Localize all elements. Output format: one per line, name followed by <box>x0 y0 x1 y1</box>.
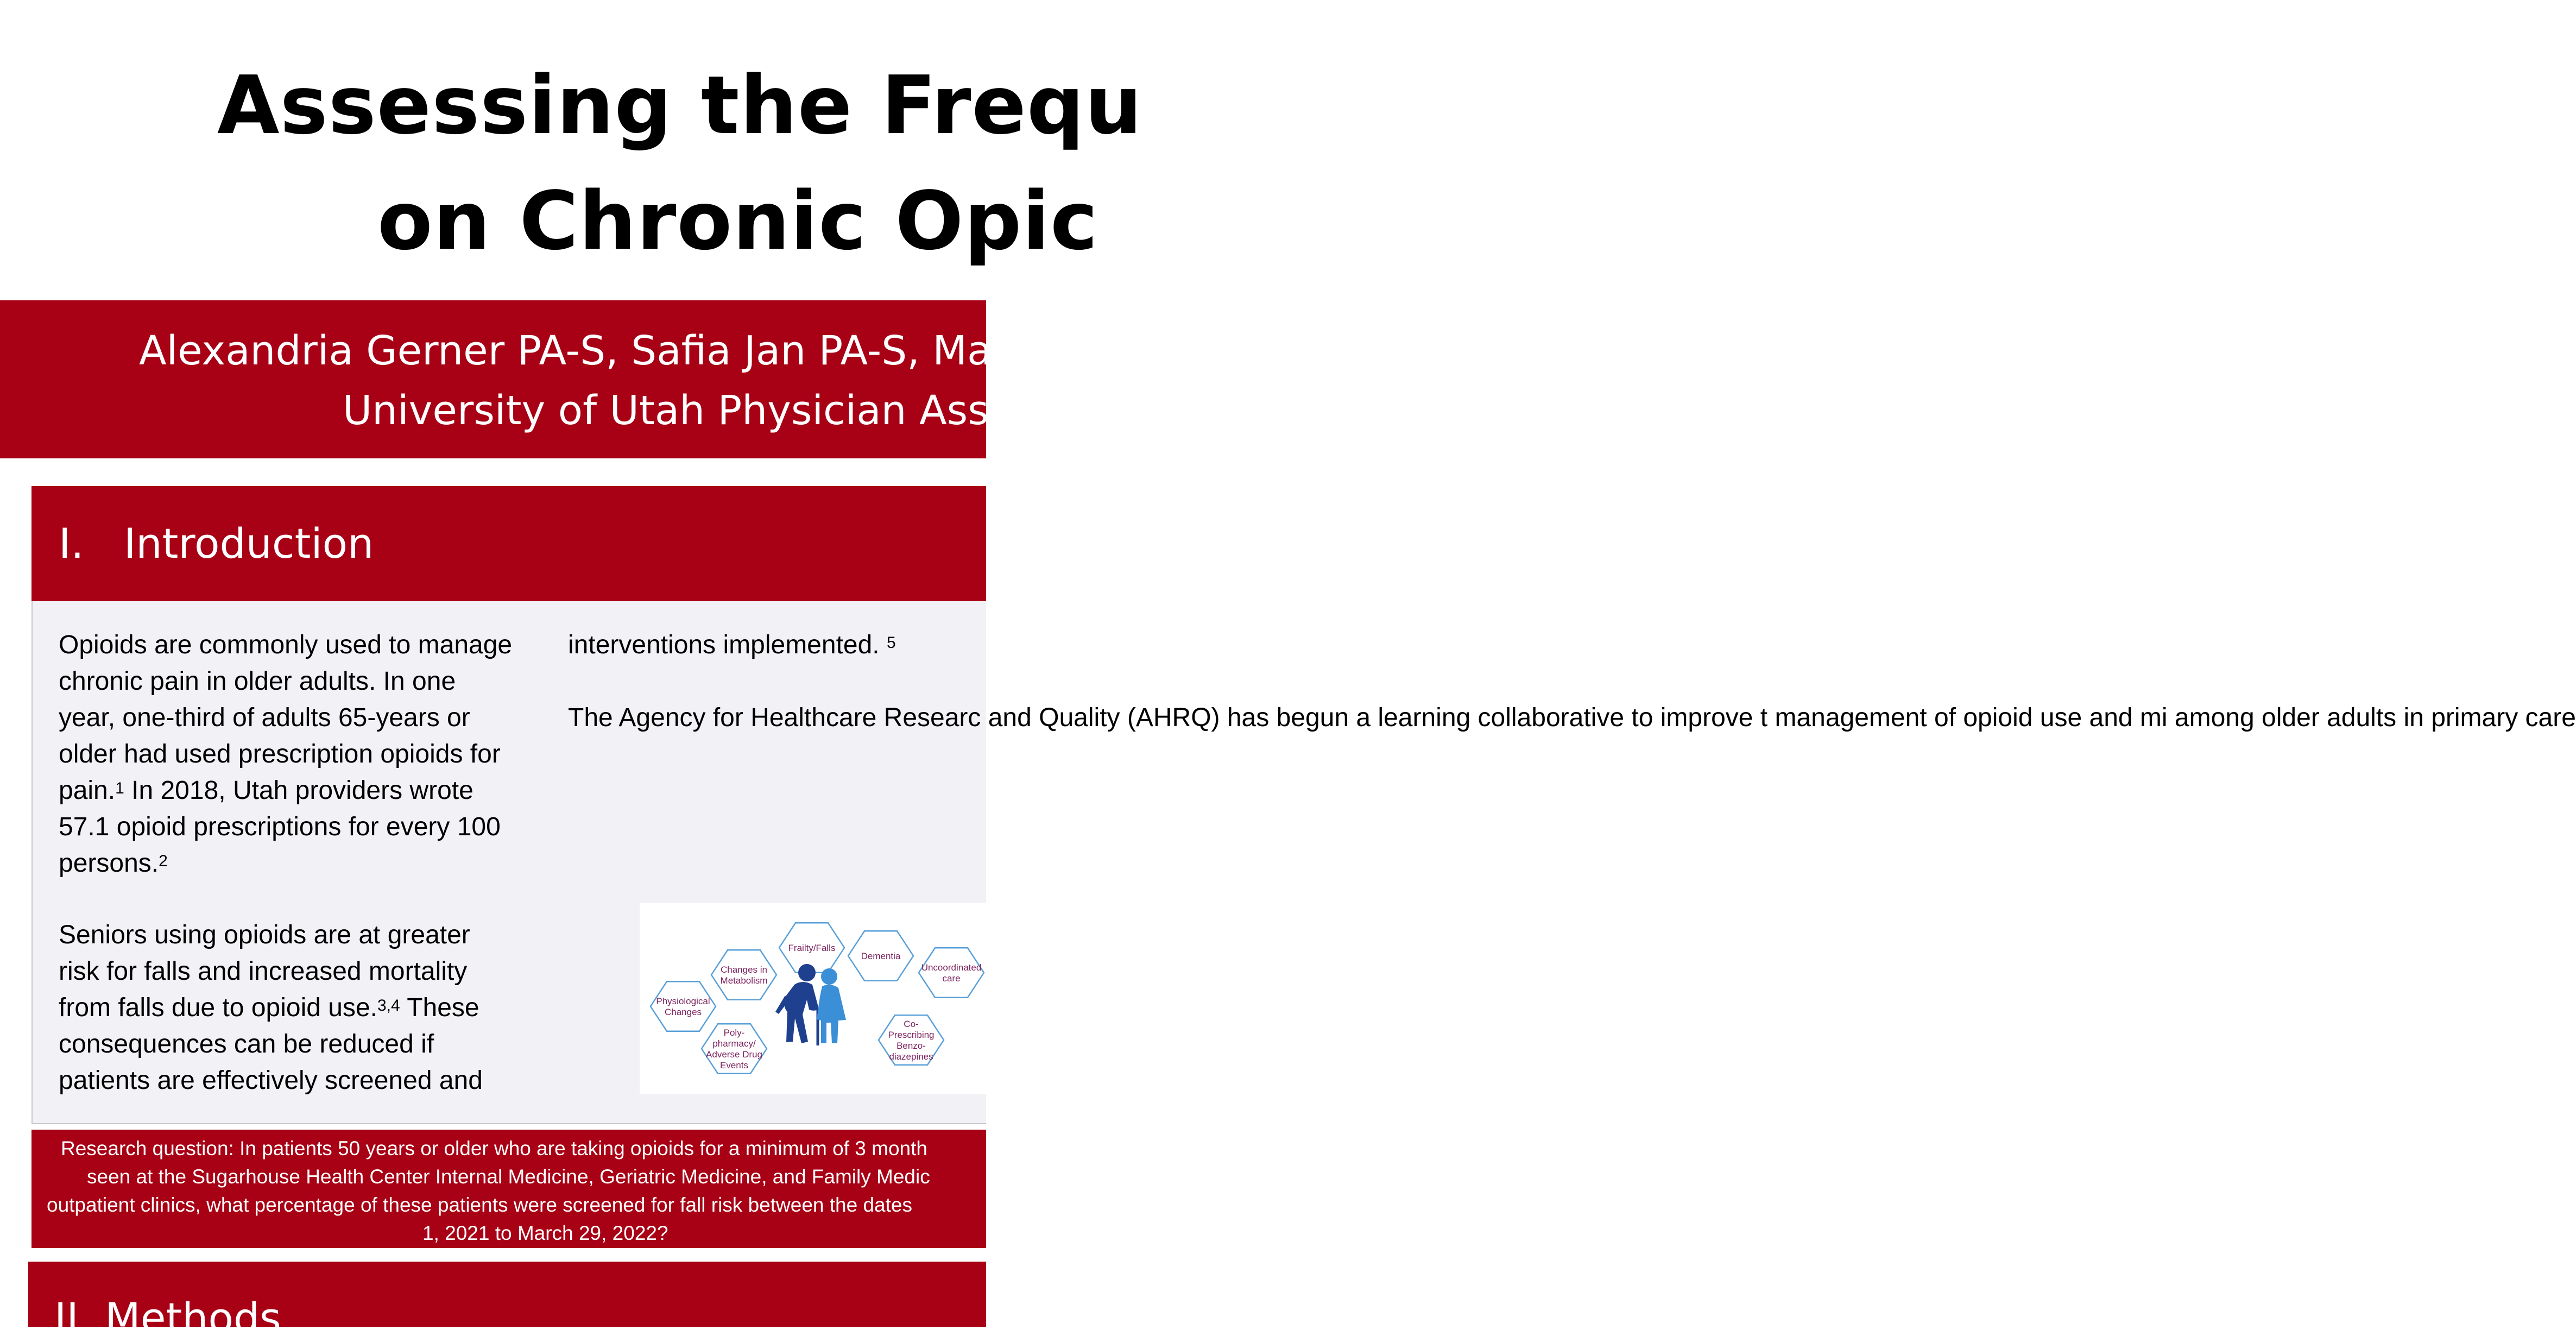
hexagon-label-uncoordinated: Uncoordinated care <box>921 962 982 984</box>
poster-title-line-2: on Chronic Opic <box>377 174 1098 268</box>
hexagon-label-frailty: Frailty/Falls <box>788 943 836 953</box>
intro-paragraph-4: The Agency for Healthcare Researc and Quality (AHRQ) has begun a learning collaborative to improve t management of opioid use and mi among older adults in primary care <box>568 703 2576 732</box>
hexagon-label-benzo: Co-Prescribing Benzo-diazepines <box>888 1019 935 1062</box>
intro-p1-text-cont: In 2018, Utah providers wrote 57.1 opioid prescriptions for every 100 persons. <box>59 776 501 878</box>
author-banner <box>0 300 992 458</box>
reference-marker: 5 <box>886 634 896 652</box>
introduction-header <box>31 486 986 601</box>
intro-p2-text-cont: These consequences can be reduced if patients are effectively screened and <box>59 993 483 1095</box>
intro-p3-text: interventions implemented. <box>568 631 880 659</box>
intro-p1-text: Opioids are commonly used to manage chronic pain in older adults. In one year, one-third of adults 65-years or older had used prescription opioids for pain. <box>59 631 513 805</box>
hexagon-label-polypharmacy: Poly-pharmacy/ Adverse Drug Events <box>706 1028 762 1070</box>
hexagon-metabolism <box>711 950 776 999</box>
hexagon-label-dementia: Dementia <box>861 951 901 961</box>
intro-paragraph-1 <box>59 627 547 881</box>
hexagon-physiological <box>651 981 716 1031</box>
research-question-line-2: seen at the Sugarhouse Health Center Internal Medicine, Geriatric Medicine, and Family Medic <box>87 1165 930 1188</box>
intro-paragraph-2 <box>59 917 547 1099</box>
research-question-box <box>31 1130 986 1248</box>
intro-p2-text: Seniors using opioids are at greater risk for falls and increased mortality from falls due to opioid use. <box>59 921 470 1022</box>
research-question-line-4: 1, 2021 to March 29, 2022? <box>422 1222 668 1244</box>
hexagon-diagram <box>640 903 986 1094</box>
intro-paragraph-3 <box>568 627 992 663</box>
elderly-couple-icon <box>775 964 846 1045</box>
authors: Alexandria Gerner PA-S, Safia Jan PA-S, Ma <box>139 327 992 374</box>
section-heading: Introduction <box>124 519 374 568</box>
methods-header <box>28 1262 986 1342</box>
section-number: I. <box>59 519 84 568</box>
reference-marker: 2 <box>159 852 168 870</box>
hexagon-label-metabolism: Changes in Metabolism <box>720 965 768 986</box>
reference-marker: 3,4 <box>377 997 400 1015</box>
fall-risk-factors-figure <box>640 903 986 1094</box>
reference-marker: 1 <box>115 779 124 797</box>
affiliation: University of Utah Physician Ass <box>343 387 989 434</box>
hexagon-label-physiological: Physiological Changes <box>656 996 710 1017</box>
methods-heading: II. Methods <box>54 1294 281 1342</box>
research-question-line-1: Research question: In patients 50 years or older who are taking opioids for a minimum of 3 month <box>61 1137 927 1160</box>
research-question-line-3: outpatient clinics, what percentage of these patients were screened for fall risk between the dates <box>47 1194 912 1216</box>
hexagon-uncoordinated <box>919 948 984 997</box>
poster-title-line-1: Assessing the Frequ <box>217 59 1143 152</box>
